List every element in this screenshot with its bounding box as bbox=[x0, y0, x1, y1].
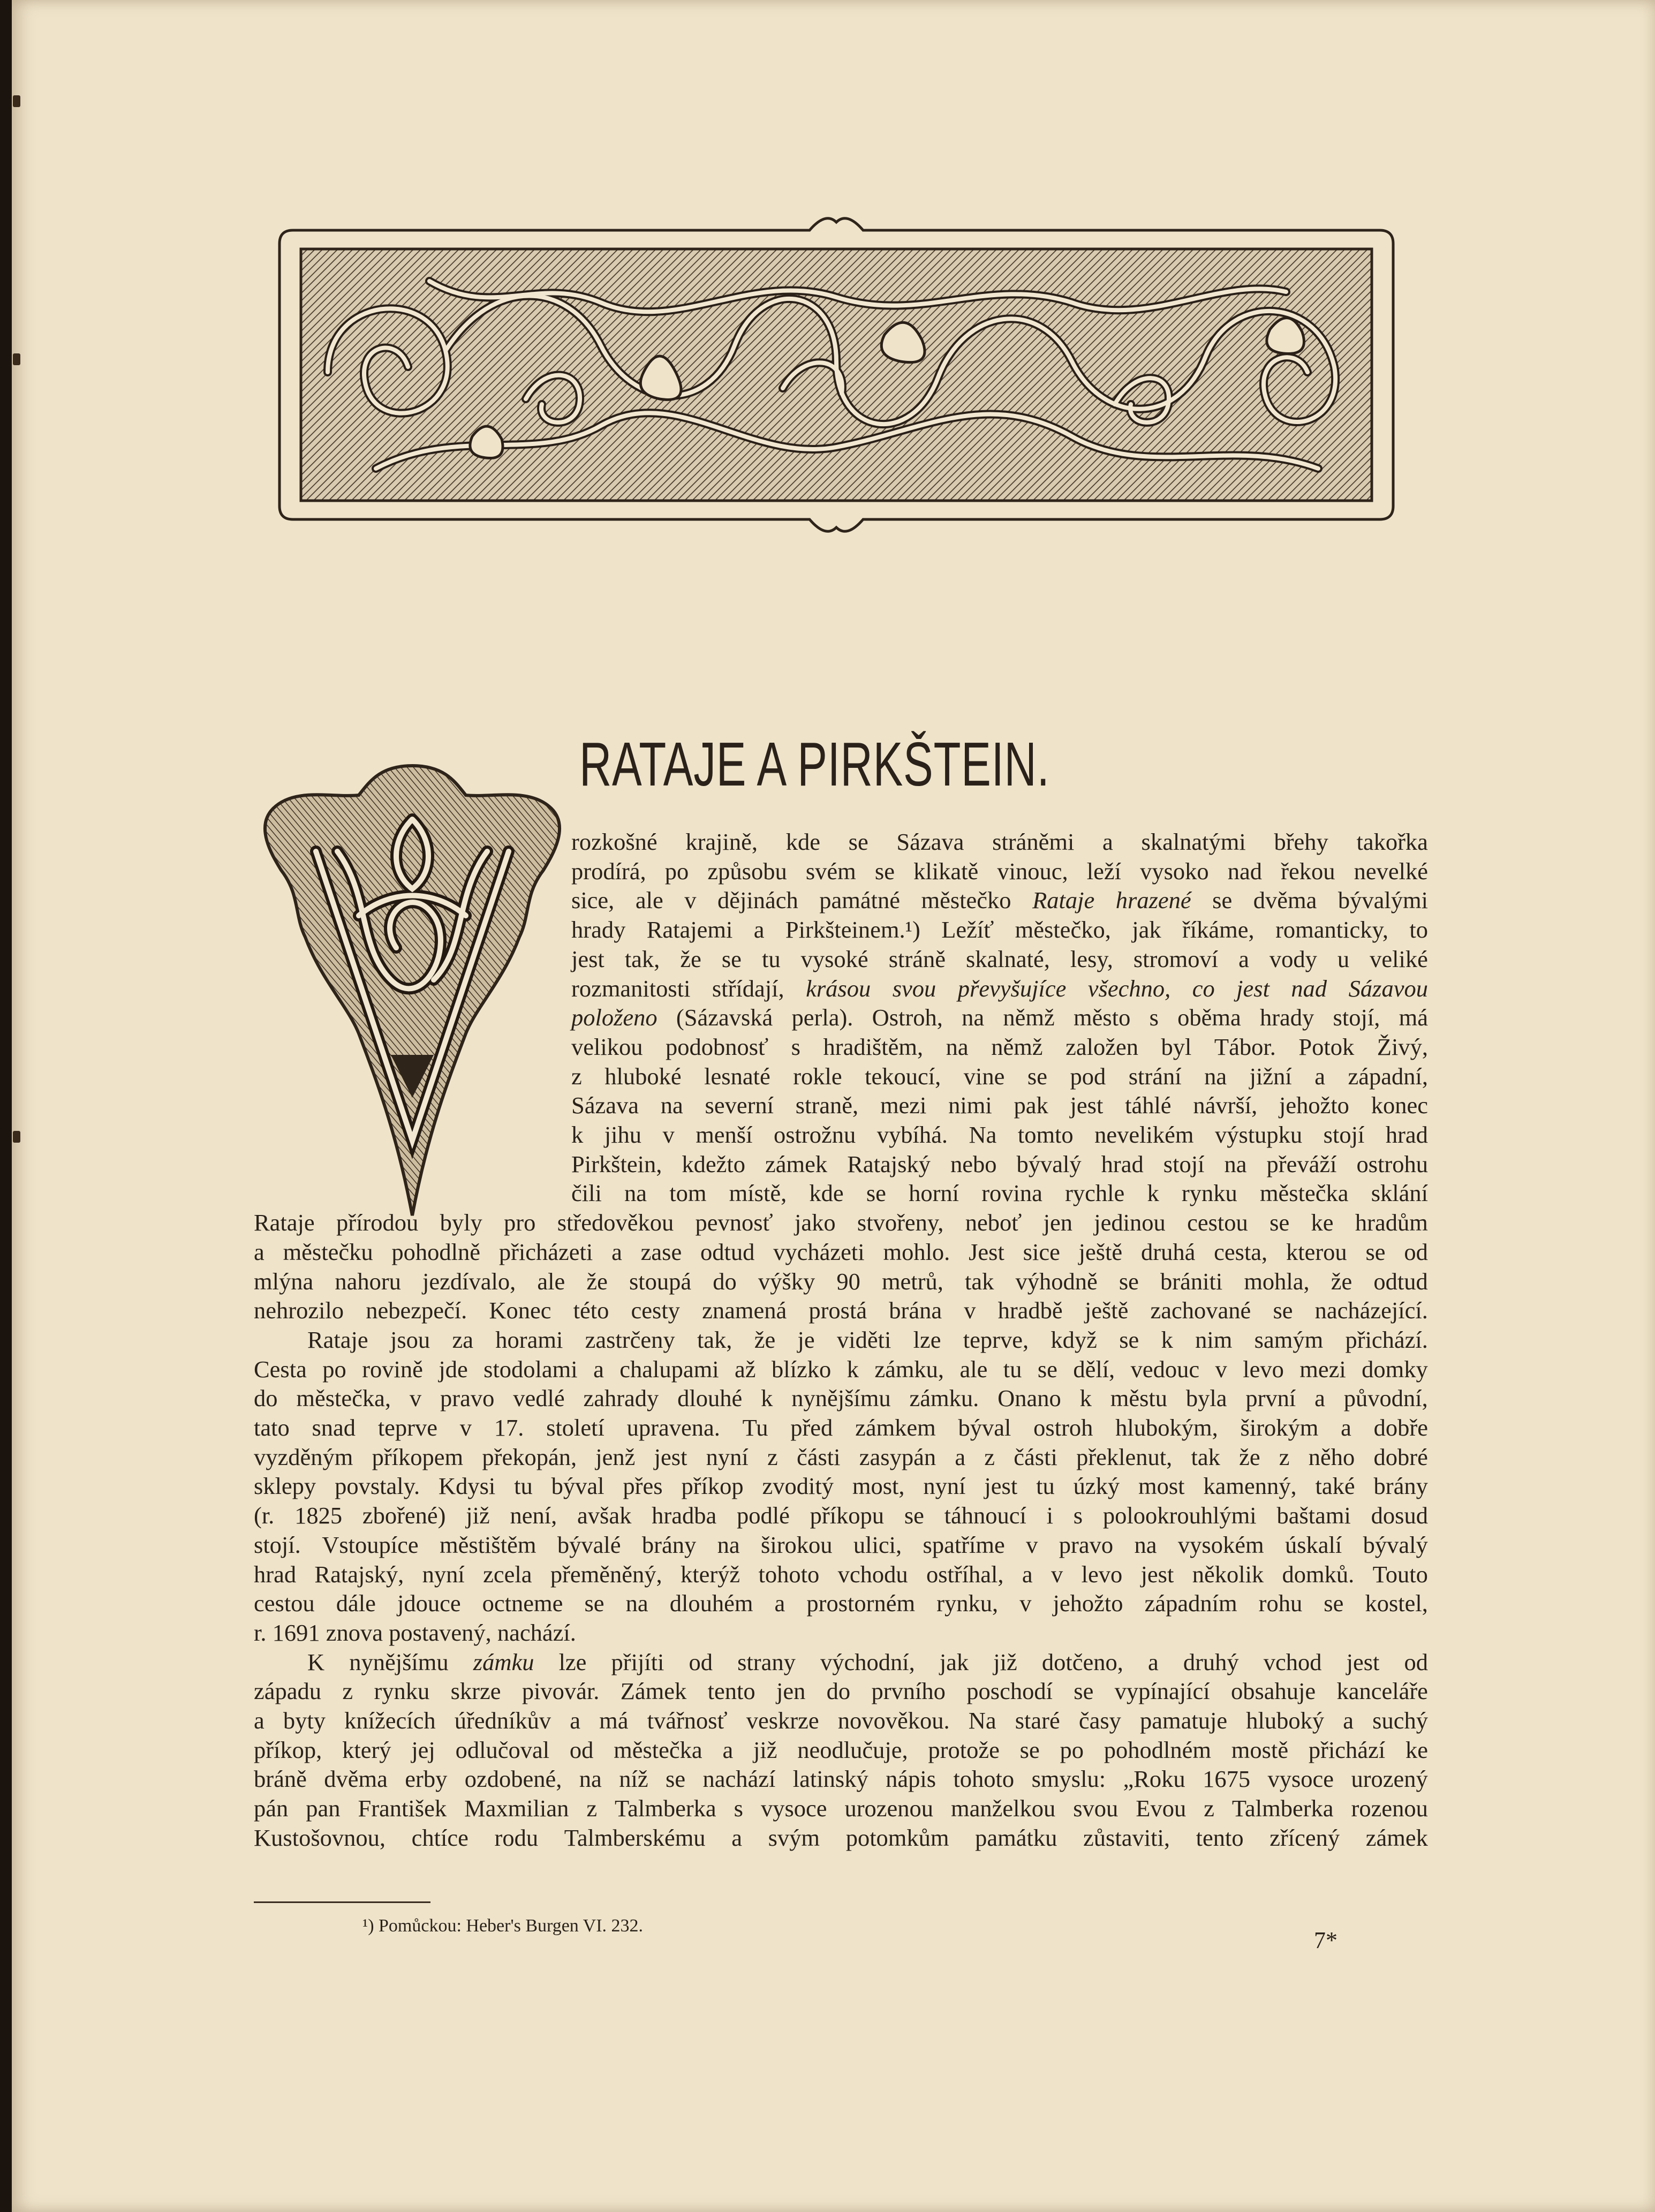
edge-mark bbox=[13, 95, 20, 107]
text-line: r. 1691 znova postavený, nachází. bbox=[254, 1619, 576, 1646]
text-line: velikou podobnosť s hradištěm, na němž založen byl Tábor. Potok Živý, bbox=[571, 1033, 1428, 1060]
text-line: čili na tom místě, kde se horní rovina rychle k rynku městečka sklání bbox=[571, 1180, 1428, 1207]
text-line: k jihu v menší ostrožnu vybíhá. Na tomto nevelikém výstupku stojí hrad bbox=[571, 1121, 1428, 1148]
text-line: západu z rynku skrze pivovár. Zámek tento jen do prvního poschodí se vypínající obsahuje kanceláře bbox=[254, 1678, 1428, 1705]
text-line: (r. 1825 zbořené) již není, avšak hradba podlé příkopu se táhnoucí i s polookrouhlými baštami dosud bbox=[254, 1502, 1428, 1529]
footnote: ¹) Pomůckou: Heber's Burgen VI. 232. bbox=[362, 1916, 644, 1936]
page-number: 7* bbox=[1314, 1927, 1337, 1953]
text-line: hrady Ratajemi a Pirkšteinem.¹) Ležíť městečko, jak říkáme, romanticky, to bbox=[571, 916, 1428, 943]
book-page bbox=[12, 0, 1655, 2212]
footnote-rule bbox=[254, 1901, 430, 1903]
text-line: vyzděným příkopem překopán, jenž jest nyní z části zasypán a z části překlenut, tak že z něho dobré bbox=[254, 1443, 1428, 1470]
ornamental-headpiece bbox=[269, 212, 1404, 538]
text-line: rozmanitosti střídají, krásou svou převyšujíce všechno, co jest nad Sázavou bbox=[571, 975, 1428, 1002]
text-line: K nynějšímu zámku lze přijíti od strany východní, jak již dotčeno, a druhý vchod jest od bbox=[307, 1648, 1428, 1675]
text-line: a byty knížecích úředníkův a má tvářnosť veskrze novověkou. Na staré časy pamatuje hluboký a suchý bbox=[254, 1707, 1428, 1734]
edge-mark bbox=[13, 1131, 20, 1143]
text-line: jest tak, že se tu vysoké stráně skalnaté, lesy, stromoví a vody u veliké bbox=[571, 945, 1428, 972]
text-line: Cesta po rovině jde stodolami a chalupami až blízko k zámku, ale tu se dělí, vedouc v levo mezi domky bbox=[254, 1355, 1428, 1383]
text-line: položeno (Sázavská perla). Ostroh, na němž město s oběma hrady stojí, má bbox=[571, 1004, 1428, 1031]
text-line: z hluboké lesnaté rokle tekoucí, vine se pod strání na jižní a západní, bbox=[571, 1062, 1428, 1090]
text-line: cestou dále jdouce octneme se na dlouhém a prostorném rynku, v jehožto západním rohu se kostel, bbox=[254, 1590, 1428, 1617]
text-line: mlýna nahoru jezdívalo, ale že stoupá do výšky 90 metrů, tak výhodně se brániti mohla, že odtud bbox=[254, 1267, 1428, 1295]
text-line: příkop, který jej odlučoval od městečka a již neodlučuje, protože se po pohodlném mostě přichází ke bbox=[254, 1736, 1428, 1763]
edge-mark bbox=[13, 353, 20, 365]
text-line: hrad Ratajský, nyní zcela přeměněný, kterýž tohoto vchodu ostříhal, a v levo jest několik domků. Touto bbox=[254, 1560, 1428, 1588]
chapter-title: RATAJE A PIRKŠTEIN. bbox=[579, 729, 1050, 799]
text-line: prodírá, po způsobu svém se klikatě vinouc, leží vysoko nad řekou nevelké bbox=[571, 857, 1428, 885]
drop-cap-initial bbox=[252, 755, 573, 1226]
text-line: tato snad teprve v 17. století upravena. Tu před zámkem býval ostroh hlubokým, širokým a dobře bbox=[254, 1414, 1428, 1441]
text-line: Sázava na severní straně, mezi nimi pak jest táhlé návrší, jehožto konec bbox=[571, 1092, 1428, 1119]
text-line: nehrozilo nebezpečí. Konec této cesty znamená prostá brána v hradbě ještě zachované se nacházející. bbox=[254, 1297, 1428, 1324]
text-line: sice, ale v dějinách památné městečko Rataje hrazené se dvěma bývalými bbox=[571, 887, 1428, 914]
text-line: Rataje jsou za horami zastrčeny tak, že je viděti lze teprve, když se k nim samým přichází. bbox=[307, 1326, 1428, 1353]
text-line: do městečka, v pravo vedlé zahrady dlouhé k nynějšímu zámku. Onano k městu byla první a původní, bbox=[254, 1385, 1428, 1412]
text-line: Rataje přírodou byly pro středověkou pevnosť jako stvořeny, neboť jen jedinou cestou se ke hradům bbox=[254, 1209, 1428, 1236]
text-line: Pirkštein, kdežto zámek Ratajský nebo bývalý hrad stojí na převáží ostrohu bbox=[571, 1150, 1428, 1177]
text-line: rozkošné krajině, kde se Sázava stráněmi a skalnatými břehy takořka bbox=[571, 828, 1428, 855]
text-line: pán pan František Maxmilian z Talmberka s vysoce urozenou manželkou svou Evou z Talmberka rozenou bbox=[254, 1795, 1428, 1822]
text-line: Kustošovnou, chtíce rodu Talmberskému a svým potomkům památku zůstaviti, tento zřícený zámek bbox=[254, 1824, 1428, 1851]
text-line: a městečku pohodlně přicházeti a zase odtud vycházeti mohlo. Jest sice ještě druhá cesta, kterou se od bbox=[254, 1238, 1428, 1265]
text-line: sklepy povstaly. Kdysi tu býval přes příkop zvoditý most, nyní jest tu úzký most kamenný, také brány bbox=[254, 1473, 1428, 1500]
text-line: bráně dvěma erby ozdobené, na níž se nachází latinský nápis tohoto smyslu: „Roku 1675 vysoce urozený bbox=[254, 1765, 1428, 1793]
text-line: stojí. Vstoupíce městištěm bývalé brány na širokou ulici, spatříme v pravo na vysokém úskalí bývalý bbox=[254, 1531, 1428, 1558]
